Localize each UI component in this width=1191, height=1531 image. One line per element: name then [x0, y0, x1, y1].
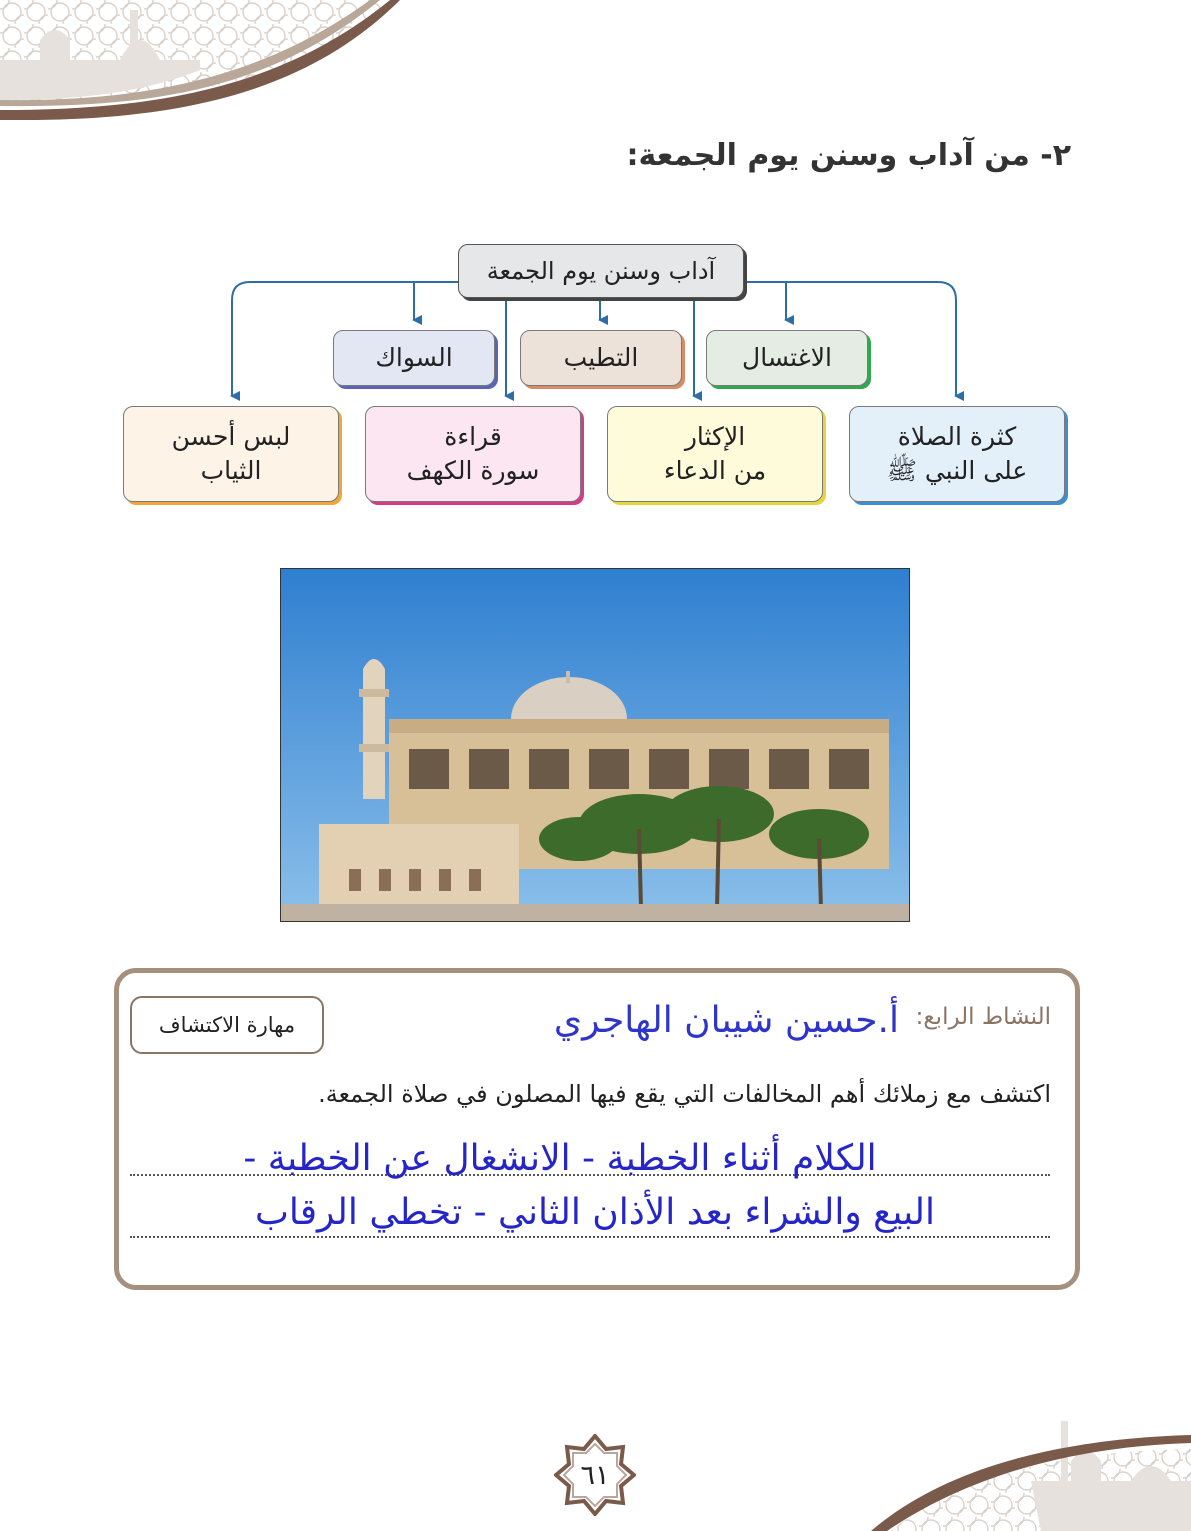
node-salawat-label: كثرة الصلاة على النبي ﷺ: [886, 422, 1028, 485]
teacher-name: أ.حسين شيبان الهاجري: [553, 1000, 899, 1041]
node-best-clothes: [123, 406, 339, 502]
node-dua: [607, 406, 823, 502]
node-ghusl-label: الاغتسال: [742, 343, 832, 373]
section-heading: ٢- من آداب وسنن يوم الجمعة:: [626, 138, 1071, 173]
page-number-badge: [554, 1434, 636, 1516]
diagram-root-node: آداب وسنن يوم الجمعة: [458, 244, 744, 298]
mosque-photo: [280, 568, 910, 922]
node-siwak-label: السواك: [375, 343, 453, 373]
corner-ornament-top: [0, 0, 400, 120]
node-ghusl: [706, 330, 868, 386]
page-number: ٦١: [580, 1459, 610, 1491]
node-siwak: [333, 330, 495, 386]
skill-badge: مهارة الاكتشاف: [130, 996, 324, 1054]
node-perfume: [520, 330, 682, 386]
answer-line-1[interactable]: الكلام أثناء الخطبة - الانشغال عن الخطبة -: [243, 1138, 877, 1179]
node-kahf-label: قراءة سورة الكهف: [406, 422, 540, 485]
node-kahf: [365, 406, 581, 502]
activity-instruction: اكتشف مع زملائك أهم المخالفات التي يقع فيها المصلون في صلاة الجمعة.: [318, 1080, 1051, 1108]
node-best-clothes-label: لبس أحسن الثياب: [171, 422, 291, 485]
answer-line-2[interactable]: البيع والشراء بعد الأذان الثاني - تخطي الرقاب: [254, 1192, 936, 1233]
activity-label: النشاط الرابع:: [915, 1004, 1051, 1030]
node-salawat: [849, 406, 1065, 502]
node-perfume-label: التطيب: [563, 343, 639, 373]
node-dua-label: الإكثار من الدعاء: [663, 422, 767, 485]
corner-ornament-bottom: [871, 1421, 1191, 1531]
answer-line-2-dots: [130, 1236, 1050, 1238]
